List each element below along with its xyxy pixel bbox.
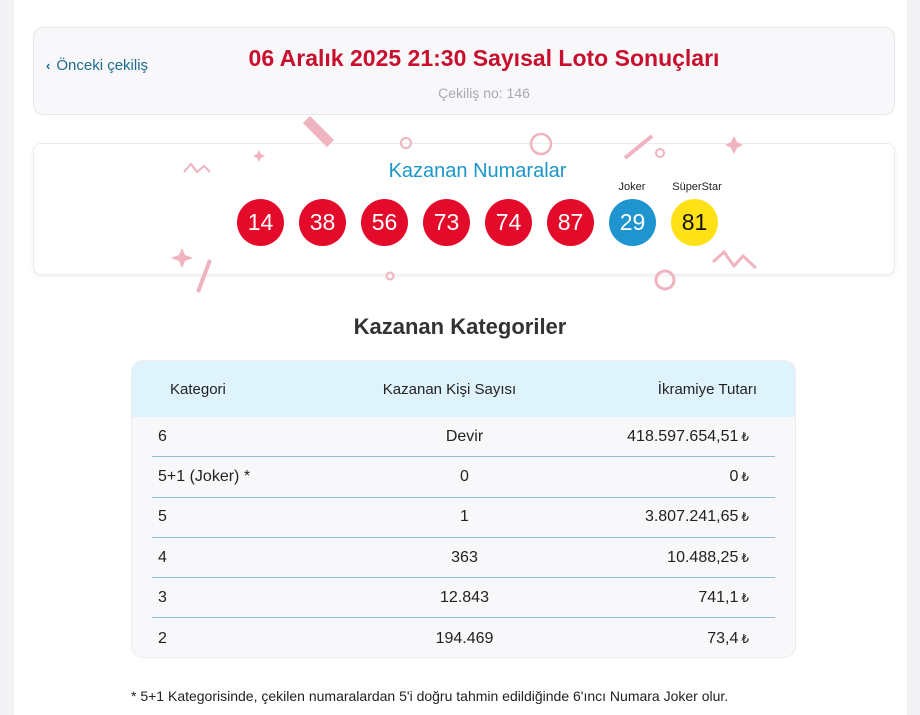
number-ball: 14: [237, 199, 284, 246]
superstar-label: SüperStar: [672, 181, 722, 193]
prize-cell: [597, 630, 775, 648]
page-title: 06 Aralık 2025 21:30 Sayısal Loto Sonuçları: [248, 45, 720, 71]
number-ball: 87: [547, 199, 594, 246]
categories-title: Kazanan Kategoriler: [353, 314, 567, 339]
category-cell: 6: [158, 427, 167, 445]
prize-cell: [597, 549, 775, 567]
category-cell: 4: [158, 548, 167, 566]
table-row: [152, 618, 775, 658]
table-row: [152, 578, 775, 618]
prize-amount: 418.597.654,51: [627, 427, 739, 445]
winners-cell: 1: [460, 508, 469, 526]
chevron-left-icon: ‹: [46, 58, 51, 73]
lira-icon: ₺: [741, 469, 749, 484]
category-cell: 5+1 (Joker) *: [158, 467, 251, 485]
lira-icon: ₺: [741, 550, 749, 565]
number-ball: 73: [423, 199, 470, 246]
winners-cell: 363: [451, 548, 478, 566]
table-row: [152, 457, 775, 497]
winners-cell: 0: [460, 467, 469, 485]
table-row: [152, 498, 775, 538]
prize-cell: [597, 589, 775, 607]
prize-amount: 73,4: [707, 629, 739, 647]
prize-cell: [597, 508, 775, 526]
lira-icon: ₺: [741, 429, 749, 444]
prize-amount: 10.488,25: [667, 548, 739, 566]
table-header: [132, 361, 795, 417]
lira-icon: ₺: [741, 510, 749, 525]
joker-footnote: * 5+1 Kategorisinde, çekilen numaralardan 5'i doğru tahmin edildiğinde 6'ıncı Numara Joker olur.: [131, 688, 729, 704]
joker-ball: 29: [609, 199, 656, 246]
number-ball: 74: [485, 199, 532, 246]
table-row: [152, 538, 775, 578]
winning-numbers-title: Kazanan Numaralar: [388, 160, 567, 182]
winners-cell: 194.469: [435, 629, 494, 647]
superstar-ball: 81: [671, 199, 718, 246]
prize-categories-table: [131, 360, 796, 658]
column-header-prize: İkramiye Tutarı: [657, 380, 757, 398]
column-header-winners: Kazanan Kişi Sayısı: [382, 380, 517, 398]
prize-amount: 3.807.241,65: [644, 508, 739, 526]
category-cell: 5: [158, 508, 167, 526]
draw-header-card: [33, 27, 895, 115]
winners-cell: 12.843: [440, 588, 489, 606]
table-row: [152, 417, 775, 457]
category-cell: 2: [158, 629, 167, 647]
number-ball: 56: [361, 199, 408, 246]
prize-amount: 0: [729, 467, 739, 485]
draw-number: Çekiliş no: 146: [438, 85, 530, 101]
lira-icon: ₺: [741, 631, 749, 646]
lira-icon: ₺: [741, 590, 749, 605]
prize-cell: [597, 428, 775, 446]
winners-cell: Devir: [445, 427, 484, 445]
joker-label: Joker: [618, 181, 646, 193]
prize-amount: 741,1: [698, 588, 739, 606]
previous-draw-label: Önceki çekiliş: [56, 57, 149, 74]
number-ball: 38: [299, 199, 346, 246]
category-cell: 3: [158, 588, 167, 606]
column-header-category: Kategori: [170, 380, 226, 398]
prize-cell: [597, 468, 775, 486]
